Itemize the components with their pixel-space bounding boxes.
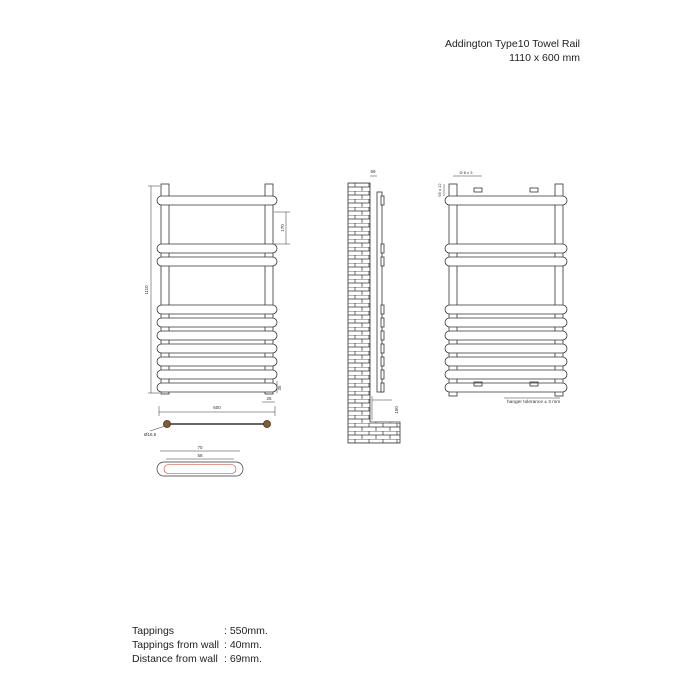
spec-value: : 40mm. <box>224 639 262 651</box>
wall-distance-label: 69 <box>370 169 376 174</box>
spec-label: Tappings from wall <box>132 639 219 651</box>
bar-outer-width-label: 70 <box>197 445 203 450</box>
hanger-tolerance-note: hanger tolerance ± 3 mm <box>507 400 561 405</box>
bar-inner-width-label: 58 <box>197 453 203 458</box>
product-size: 1110 x 600 mm <box>509 52 580 64</box>
spec-row <box>132 624 268 638</box>
towel-bar <box>445 370 567 379</box>
specifications <box>132 624 268 666</box>
valve-dimension-label: Ø16.5 <box>144 432 157 437</box>
side-bar-stub <box>381 331 384 340</box>
spec-row <box>132 652 268 666</box>
hanger-spacing-label: Ø 8 x 3 <box>459 170 473 175</box>
side-bar-stub <box>381 257 384 266</box>
side-bar-stub <box>381 344 384 353</box>
towel-bar <box>157 383 277 392</box>
towel-bar <box>157 305 277 314</box>
spec-label: Distance from wall <box>132 653 218 665</box>
side-bar-stub <box>381 383 384 392</box>
towel-bar <box>157 244 277 253</box>
front-view <box>148 184 290 416</box>
towel-bar <box>445 305 567 314</box>
towel-bar <box>445 318 567 327</box>
gap-dimension-label: 170 <box>280 224 285 232</box>
hanger-top-left <box>474 188 482 192</box>
side-bar-stub <box>381 196 384 205</box>
back-view <box>444 176 567 398</box>
towel-bar <box>445 344 567 353</box>
towel-bar <box>157 196 277 205</box>
side-bar-stub <box>381 357 384 366</box>
height-dimension-label: 1110 <box>144 285 149 295</box>
towel-bar <box>445 331 567 340</box>
towel-bar <box>157 370 277 379</box>
back-bars <box>445 196 567 392</box>
side-dimension-label: 25 <box>266 396 272 401</box>
towel-bar <box>157 331 277 340</box>
spec-value: : 69mm. <box>224 653 262 665</box>
side-bar-stub <box>381 318 384 327</box>
side-bar-stub <box>381 370 384 379</box>
towel-bar <box>445 244 567 253</box>
spec-row <box>132 638 268 652</box>
floor-distance-label: 150 <box>394 406 399 414</box>
hanger-size-label: 65 x 12 <box>437 183 442 197</box>
towel-bar <box>157 357 277 366</box>
spec-label: Tappings <box>132 625 175 637</box>
side-bar-stub <box>381 305 384 314</box>
right-valve <box>264 421 271 428</box>
bar-outer-profile <box>157 462 243 476</box>
towel-bar <box>157 344 277 353</box>
front-bars <box>157 196 277 392</box>
towel-bar <box>445 357 567 366</box>
brick-wall <box>348 183 400 443</box>
left-valve <box>164 421 171 428</box>
towel-bar <box>445 257 567 266</box>
towel-bar <box>445 196 567 205</box>
side-view <box>348 176 400 443</box>
bottom-dimension-label: 35 <box>277 385 282 391</box>
product-name: Addington Type10 Towel Rail <box>444 38 580 50</box>
towel-bar <box>445 383 567 392</box>
side-bar-stub <box>381 244 384 253</box>
towel-bar <box>157 257 277 266</box>
hanger-top-right <box>530 188 538 192</box>
valve-view <box>150 421 271 432</box>
spec-value: : 550mm. <box>224 625 268 637</box>
towel-bar <box>157 318 277 327</box>
width-dimension-label: 600 <box>213 405 221 410</box>
